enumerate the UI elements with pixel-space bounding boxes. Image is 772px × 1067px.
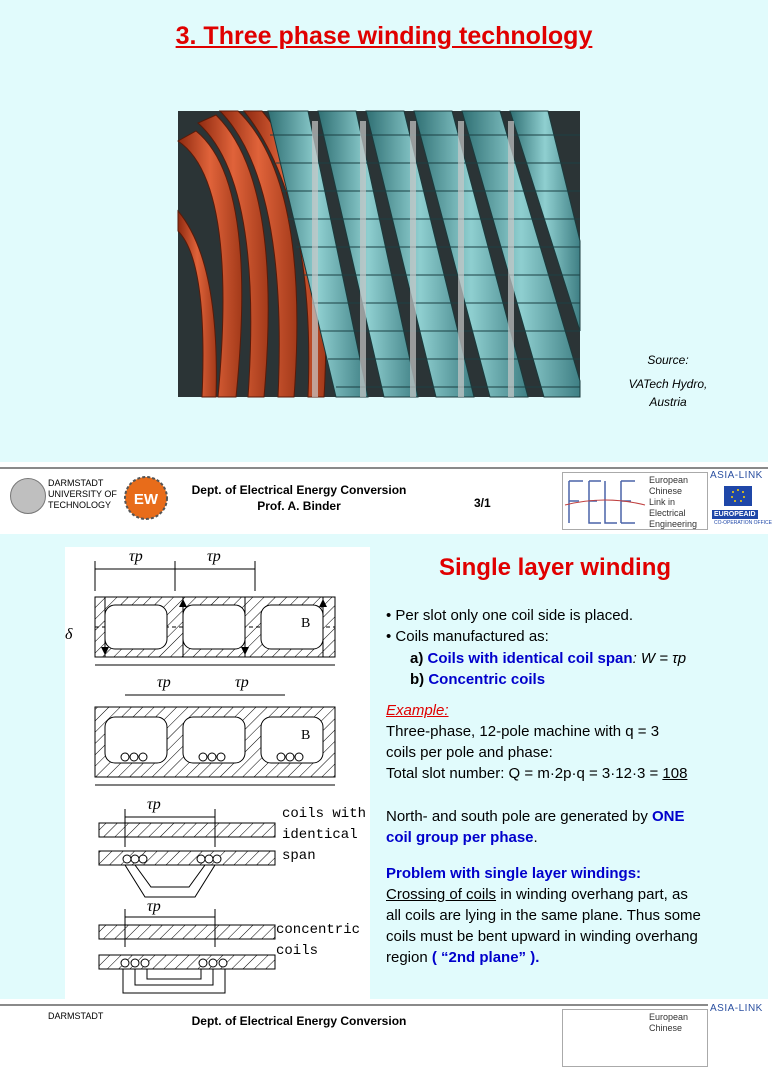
option-a-formula: : W = τp: [632, 650, 687, 667]
delta-label: δ: [65, 626, 73, 643]
asia-link-logo: [708, 470, 772, 528]
second-plane-text: ( “2nd plane” ).: [431, 949, 540, 966]
north-south-line-2: [386, 827, 538, 848]
department-name: Dept. of Electrical Energy Conversion: [191, 483, 407, 497]
slide-2: [0, 534, 768, 999]
slide-footer: [0, 462, 772, 534]
example-formula: Total slot number: Q = m·2p·q = 3·12·3 =: [386, 765, 663, 782]
bullet-1: • Per slot only one coil side is placed.: [386, 607, 634, 624]
north-south-line-1: [386, 806, 685, 827]
eclee-line-2: Chinese: [649, 486, 683, 496]
option-a: [410, 648, 686, 669]
asia-link-logo-2: [708, 1003, 772, 1061]
tau-p-label-3: τp: [157, 674, 171, 691]
tau-p-label-6: τp: [147, 898, 161, 915]
eclee-line-3: Link in: [649, 497, 676, 507]
b-label-1: B: [301, 616, 311, 631]
professor-name: Prof. A. Binder: [257, 499, 341, 513]
eclee-text-2: [649, 1012, 688, 1034]
crossing-of-coils: Crossing of coils: [386, 886, 497, 903]
eclee-mark-icon: [565, 475, 645, 527]
university-line-1: DARMSTADT: [48, 478, 104, 488]
eclee-logo-2: [562, 1009, 708, 1067]
eclee-line-1: European: [649, 475, 689, 485]
option-b-text: Concentric coils: [428, 671, 546, 688]
cooperation-office-text: CO-OPERATION OFFICE: [714, 520, 772, 526]
tau-p-label-1: τp: [129, 548, 143, 565]
asia-link-text: ASIA-LINK: [710, 470, 763, 481]
coil-group-end: .: [533, 829, 538, 846]
eclee-line-4: Electrical: [649, 508, 686, 518]
tau-p-label-2: τp: [207, 548, 221, 565]
source-label: Source:: [647, 353, 689, 367]
label-span: span: [282, 848, 316, 864]
slide-2-title: Single layer winding: [438, 554, 672, 581]
tau-p-label-4: τp: [235, 674, 249, 691]
footer-divider: [0, 467, 768, 469]
asia-link-text-2: ASIA-LINK: [710, 1003, 763, 1014]
eclee-text: [649, 475, 697, 530]
example-heading: Example:: [386, 702, 449, 719]
department-name-2: Dept. of Electrical Energy Conversion: [191, 1014, 407, 1028]
eu-flag-icon: [724, 486, 752, 506]
example-line-1: Three-phase, 12-pole machine with q = 3: [386, 723, 660, 740]
label-identical: identical: [282, 827, 358, 843]
slide-1-title: 3. Three phase winding technology: [175, 22, 593, 50]
tau-p-label-5: τp: [147, 796, 161, 813]
ew-logo-icon: [123, 475, 169, 526]
eclee-2-line-2: Chinese: [649, 1023, 683, 1033]
example-line-2: coils per pole and phase:: [386, 744, 553, 761]
option-a-text: Coils with identical coil span: [427, 650, 633, 667]
university-line-3: TECHNOLOGY: [48, 500, 112, 510]
bullet-2: • Coils manufactured as:: [386, 628, 549, 645]
label-coils: coils: [276, 943, 319, 959]
example-result: 108: [662, 765, 688, 782]
problem-text-4: region: [386, 949, 432, 966]
problem-line-1: [386, 884, 688, 905]
university-name-2: DARMSTADT: [48, 1011, 104, 1021]
problem-line-3: coils must be bent upward in winding overhang: [386, 928, 698, 945]
ew-logo-text: EW: [133, 491, 159, 508]
slide-footer-2: [0, 999, 768, 1033]
problem-line-4: [386, 947, 539, 968]
option-a-label: a): [410, 650, 424, 667]
north-south-text: North- and south pole are generated by: [386, 808, 653, 825]
europeaid-text: EUROPEAID: [714, 511, 756, 518]
option-b-label: b): [410, 671, 425, 688]
page-number: 3/1: [474, 496, 491, 510]
example-line-3: [386, 763, 687, 784]
eclee-logo: [562, 472, 708, 530]
b-label-2: B: [301, 728, 311, 743]
problem-text-1: in winding overhang part, as: [496, 886, 688, 903]
option-b: [410, 669, 545, 690]
source-line-2: Austria: [649, 395, 687, 409]
eclee-2-line-1: European: [649, 1012, 689, 1022]
problem-heading: Problem with single layer windings:: [386, 865, 642, 882]
slide-1: [0, 0, 768, 462]
university-name: [48, 478, 117, 511]
label-concentric: concentric: [276, 922, 361, 938]
source-line-1: VATech Hydro,: [628, 377, 708, 391]
university-line-2: UNIVERSITY OF: [48, 489, 117, 499]
north-south-one: ONE: [652, 808, 685, 825]
winding-photo: [178, 111, 580, 397]
eclee-line-5: Engineering: [649, 519, 698, 529]
problem-line-2: all coils are lying in the same plane. Thus some: [386, 907, 701, 924]
footer-2-divider: [0, 1004, 768, 1006]
coil-group-text: coil group per phase: [386, 829, 534, 846]
university-seal-icon: [10, 478, 46, 514]
department-block: [166, 482, 432, 514]
label-coils-with: coils with: [282, 806, 367, 822]
